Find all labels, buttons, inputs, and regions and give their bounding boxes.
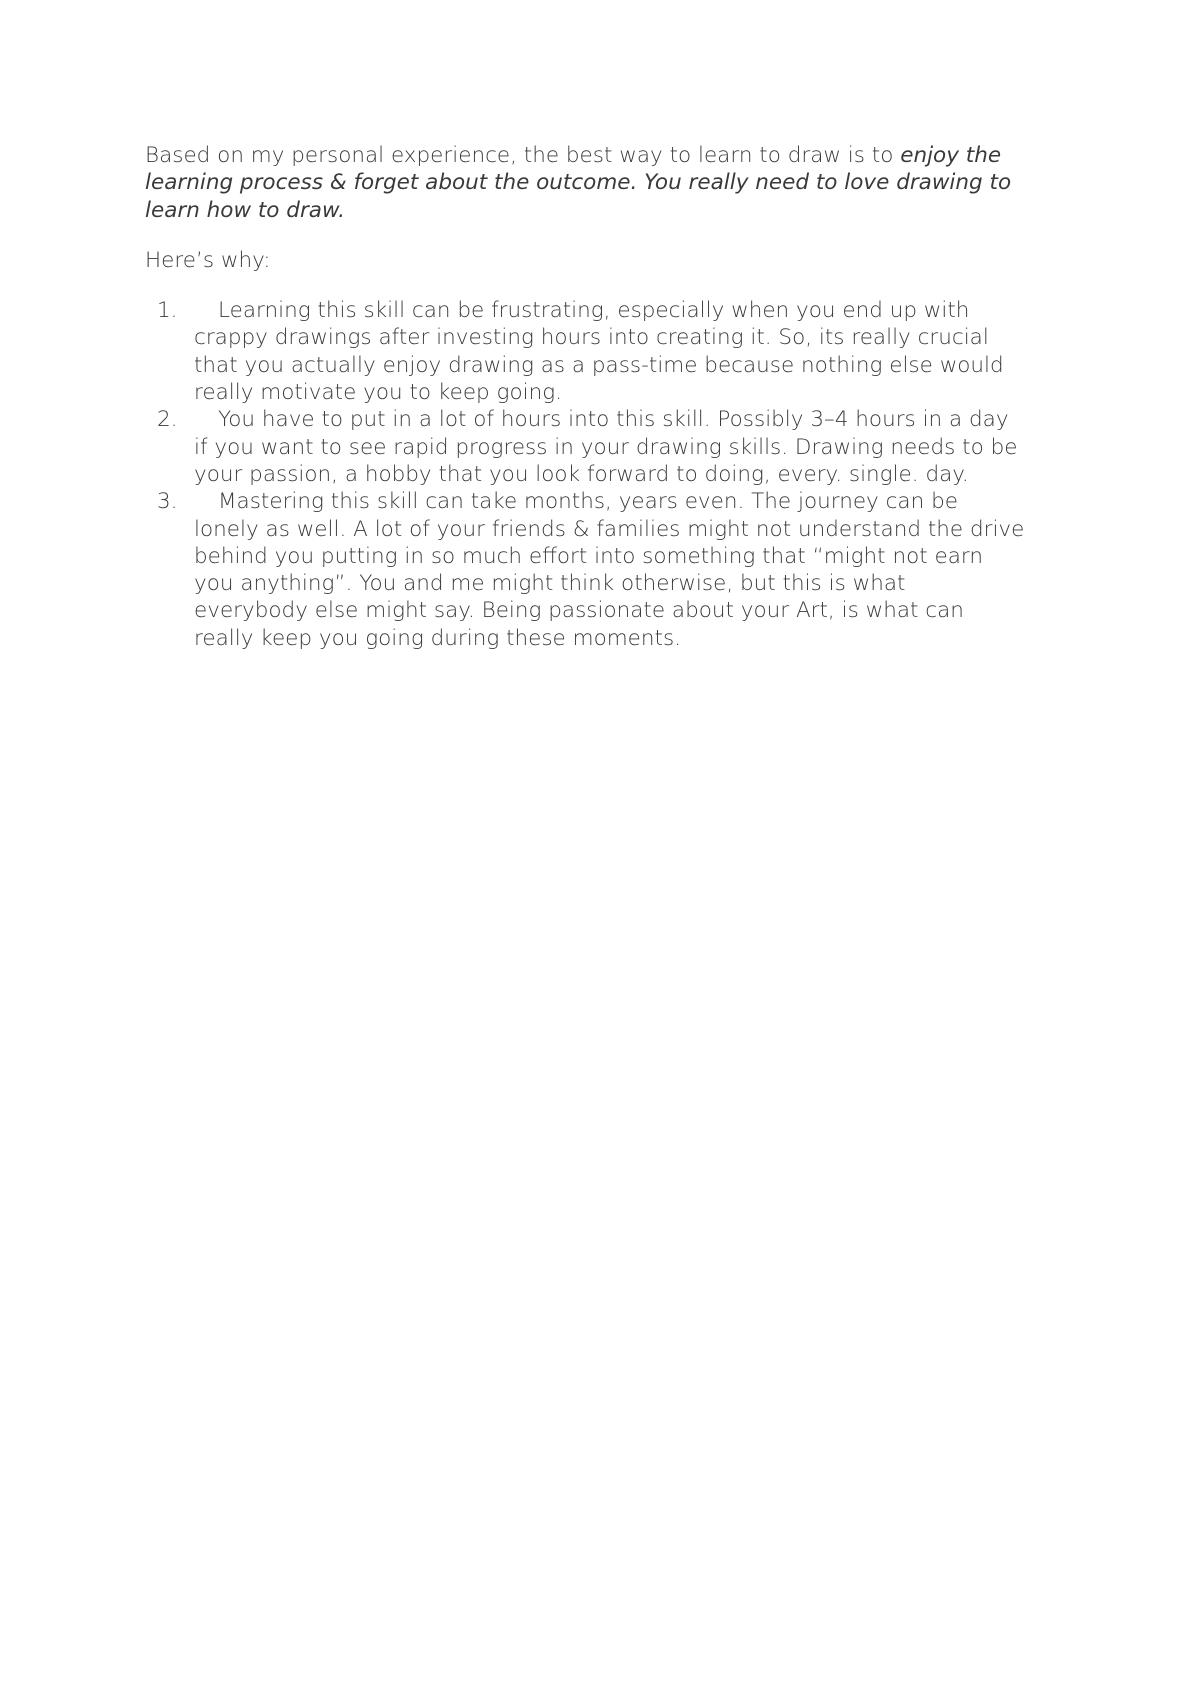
reasons-lead: Here’s why: <box>145 247 271 273</box>
list-item-number: 2. <box>157 407 178 433</box>
intro-plain-text: Based on my personal experience, the best way to learn to draw is to <box>145 143 901 168</box>
list-item-number: 3. <box>157 489 178 515</box>
list-item-text: Mastering this skill can take months, years even. The journey can be lonely as well. A lot of your friends & families might not understand the drive behind you putting in so much effort into something that “might not earn you anything”. You and me might think otherwise, but this is what everybody else might say. Being passionate about your Art, is what can really keep you going during these moments. <box>194 489 1025 651</box>
intro-emphasis-text: enjoy the learning process & forget about the outcome. You really need to love drawing to learn how to draw. <box>145 143 1012 223</box>
list-item <box>145 406 1045 488</box>
intro-paragraph <box>145 142 1045 224</box>
list-item-number: 1. <box>157 298 178 324</box>
document-body <box>145 142 1045 652</box>
list-item <box>145 297 1045 406</box>
list-item-text: Learning this skill can be frustrating, especially when you end up with crappy drawings after investing hours into creating it. So, its really crucial that you actually enjoy drawing as a pass-time because nothing else would really motivate you to keep going. <box>194 298 1004 406</box>
reasons-list <box>145 297 1045 652</box>
list-item-text: You have to put in a lot of hours into this skill. Possibly 3–4 hours in a day if you want to see rapid progress in your drawing skills. Drawing needs to be your passion, a hobby that you look forward to doing, every. single. day. <box>194 407 1018 487</box>
list-item <box>145 488 1045 652</box>
